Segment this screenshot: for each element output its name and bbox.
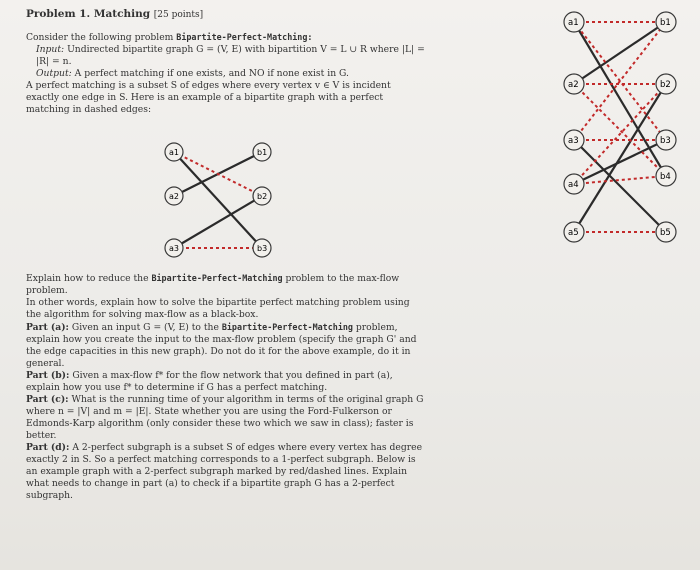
label-a3: a3: [169, 244, 179, 253]
edge-a5-b2: [574, 84, 666, 232]
explain-blackbox: In other words, explain how to solve the bipartite perfect matching problem using the algorithm for solving max-flow as a black-box.: [26, 297, 410, 320]
definition-text: A perfect matching is a subset S of edges where every vertex v ∈ V is incident exactly one edge in S. Here is an example of a bipartite graph with a perfect matching in dashed edges:: [26, 80, 391, 115]
label-a1: a1: [169, 148, 179, 157]
label-a3: a3: [568, 136, 579, 146]
label-a2: a2: [568, 80, 579, 90]
points-label: [25 points]: [153, 10, 204, 20]
explain-reduction: Explain how to reduce the Bipartite-Perfect-Matching problem to the max-flow problem.: [26, 273, 400, 296]
problem-title: [26, 8, 426, 21]
small-graph-edges: [174, 152, 262, 248]
small-bipartite-graph: [158, 140, 288, 262]
large-graph-solid-edges: [574, 22, 666, 232]
intro-text: Consider the following problem: [26, 32, 174, 43]
output-text: A perfect matching if one exists, and NO if none exist in G.: [74, 68, 349, 79]
label-b2: b2: [257, 192, 268, 201]
edge-a3-b2: [174, 196, 262, 248]
label-b1: b1: [257, 148, 268, 157]
label-a2: a2: [169, 192, 179, 201]
edge-a1-b3: [174, 152, 262, 248]
edge-a2-b1: [574, 22, 666, 84]
output-spec: [26, 68, 426, 80]
problem-name: Bipartite-Perfect-Matching:: [176, 32, 313, 42]
label-b3: b3: [257, 244, 268, 253]
intro-line: [26, 31, 426, 44]
part-a: Part (a): Given an input G = (V, E) to the Bipartite-Perfect-Matching problem, explain how you create the input to the max-flow problem (specify the graph G' and the edge capacities in this new graph). Do not do it for the above example, do it in general.: [26, 322, 417, 369]
input-label: Input:: [36, 44, 65, 55]
label-b1: b1: [660, 18, 671, 28]
output-label: Output:: [36, 68, 72, 79]
label-b4: b4: [660, 172, 671, 182]
input-spec: [26, 44, 426, 68]
label-b2: b2: [660, 80, 671, 90]
input-text: Undirected bipartite graph G = (V, E) with bipartition V = L ∪ R where |L| = |R| = n.: [36, 44, 425, 67]
large-graph-nodes: [564, 12, 676, 242]
label-a1: a1: [568, 18, 579, 28]
part-c: Part (c): What is the running time of your algorithm in terms of the original graph G where n = |V| and m = |E|. State whether you are using the Ford-Fulkerson or Edmonds-Karp algorithm (only consider these two which we saw in class); faster is better.: [26, 394, 424, 441]
part-b: Part (b): Given a max-flow f* for the flow network that you defined in part (a), explain how you use f* to determine if G has a perfect matching.: [26, 370, 393, 393]
title-text: Problem 1. Matching: [26, 8, 151, 20]
questions-text: [26, 272, 426, 502]
part-d: Part (d): A 2-perfect subgraph is a subset S of edges where every vertex has degree exactly 2 in S. So a perfect matching corresponds to a 1-perfect subgraph. Below is an example graph with a 2-perfect subgraph marked by red/dashed lines. Explain what needs to change in part (a) to check if a bipartite graph G has a 2-perfect subgraph.: [26, 442, 423, 501]
label-b5: b5: [660, 228, 671, 238]
label-b3: b3: [660, 136, 671, 146]
problem-text: [26, 8, 426, 116]
large-bipartite-graph: [556, 6, 686, 246]
label-a4: a4: [568, 180, 579, 190]
label-a5: a5: [568, 228, 579, 238]
